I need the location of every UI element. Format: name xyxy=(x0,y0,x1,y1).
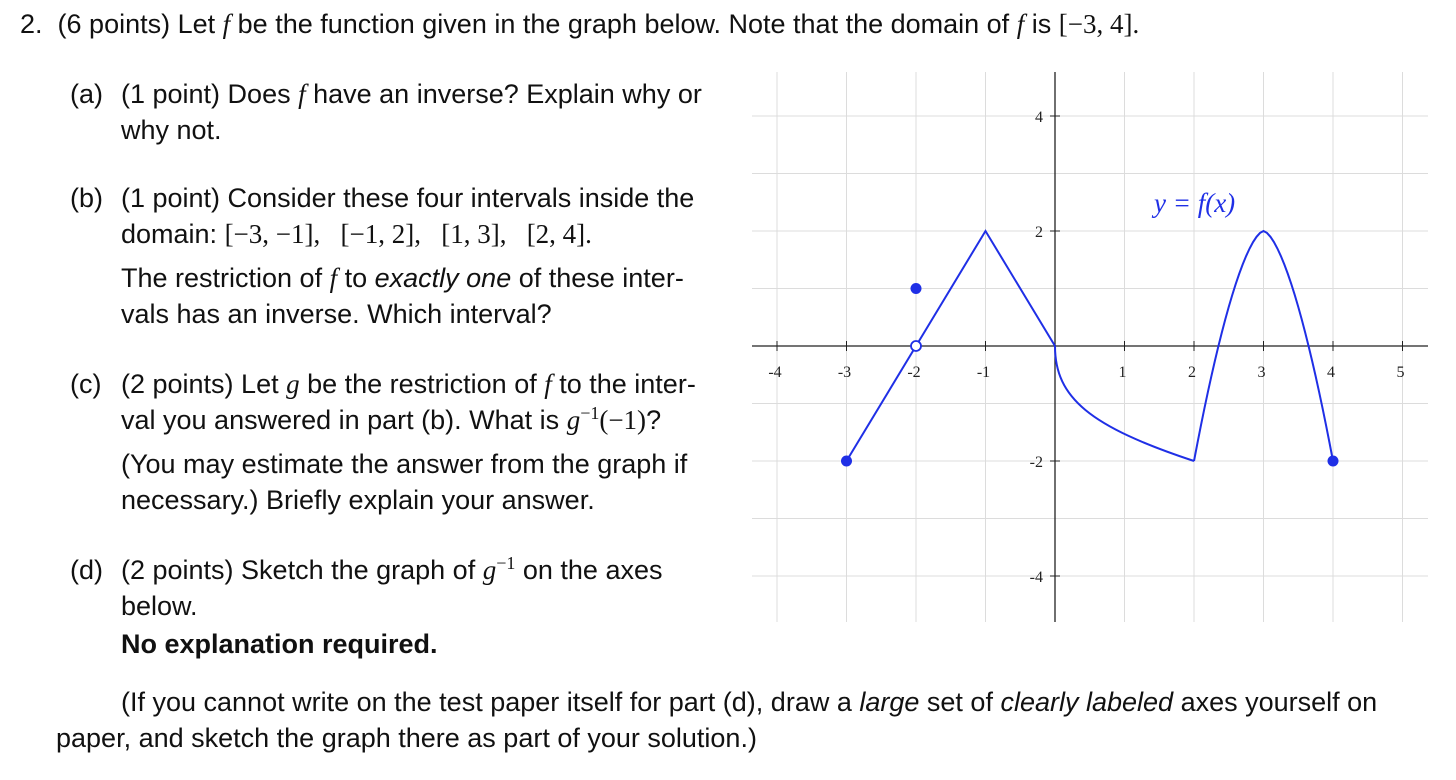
x-tick-label: -1 xyxy=(976,364,991,381)
x-tick-label: -4 xyxy=(768,364,782,381)
interval-list: [−3, −1], [−1, 2], [1, 3], [2, 4]. xyxy=(224,219,592,249)
domain-interval: [−3, 4]. xyxy=(1058,9,1140,39)
problem-statement: 2. (6 points) Let f be the function given in the graph below. Note that the domain of f is [−3, 4]. xyxy=(20,9,1140,39)
note-line-2: paper, and sketch the graph there as part of your solution.) xyxy=(56,723,757,753)
problem-number: 2. xyxy=(20,9,43,39)
part-b-line-1: (1 point) Consider these four intervals inside the xyxy=(121,183,695,213)
x-tick-label: 2 xyxy=(1188,364,1196,381)
part-b-line-3: The restriction of f to exactly one of these inter- xyxy=(121,263,684,293)
x-tick-label: 3 xyxy=(1257,364,1266,381)
open-point xyxy=(911,341,921,351)
part-d-line-2: below. xyxy=(121,591,198,621)
grid-lines xyxy=(752,72,1428,622)
x-tick-label: 4 xyxy=(1327,364,1335,381)
part-d-label: (d) xyxy=(70,555,103,585)
filled-point xyxy=(911,283,922,294)
y-tick-label: 4 xyxy=(1035,109,1043,126)
part-c-line-4: necessary.) Briefly explain your answer. xyxy=(121,485,595,515)
part-b-label: (b) xyxy=(70,183,103,213)
x-tick-label: -2 xyxy=(907,364,921,381)
part-a-line-1: (1 point) Does f have an inverse? Explain why or xyxy=(121,79,702,109)
part-d-bold-note: No explanation required. xyxy=(121,629,438,659)
x-tick-label: 5 xyxy=(1396,364,1405,381)
part-c-line-1: (2 points) Let g be the restriction of f to the inter- xyxy=(121,369,696,399)
y-tick-label: -4 xyxy=(1029,569,1043,586)
y-tick-label: -2 xyxy=(1029,454,1043,471)
part-b-line-4: vals has an inverse. Which interval? xyxy=(121,299,552,329)
filled-point xyxy=(1328,456,1339,467)
x-tick-label: 1 xyxy=(1118,364,1127,381)
part-c-label: (c) xyxy=(70,369,102,399)
y-tick-label: 2 xyxy=(1035,224,1043,241)
function-label: y = f(x) xyxy=(1154,188,1236,218)
part-c-line-2: val you answered in part (b). What is $g^{-1}(-1)$? xyxy=(121,403,662,435)
axes xyxy=(752,72,1428,622)
part-d-line-1: (2 points) Sketch the graph of $g^{-1}$ on the axes xyxy=(121,553,663,585)
part-b-line-2: domain: [−3, −1], [−1, 2], [1, 3], [2, 4]. xyxy=(121,219,592,249)
x-tick-label: -3 xyxy=(837,364,852,381)
note-line-1: (If you cannot write on the test paper itself for part (d), draw a large set of clearly labeled axes yourself on xyxy=(121,687,1378,717)
part-a-line-2: why not. xyxy=(121,115,222,145)
part-a-label: (a) xyxy=(70,79,103,109)
function-graph xyxy=(752,72,1428,622)
filled-point xyxy=(841,456,852,467)
part-c-line-3: (You may estimate the answer from the graph if xyxy=(121,449,688,479)
